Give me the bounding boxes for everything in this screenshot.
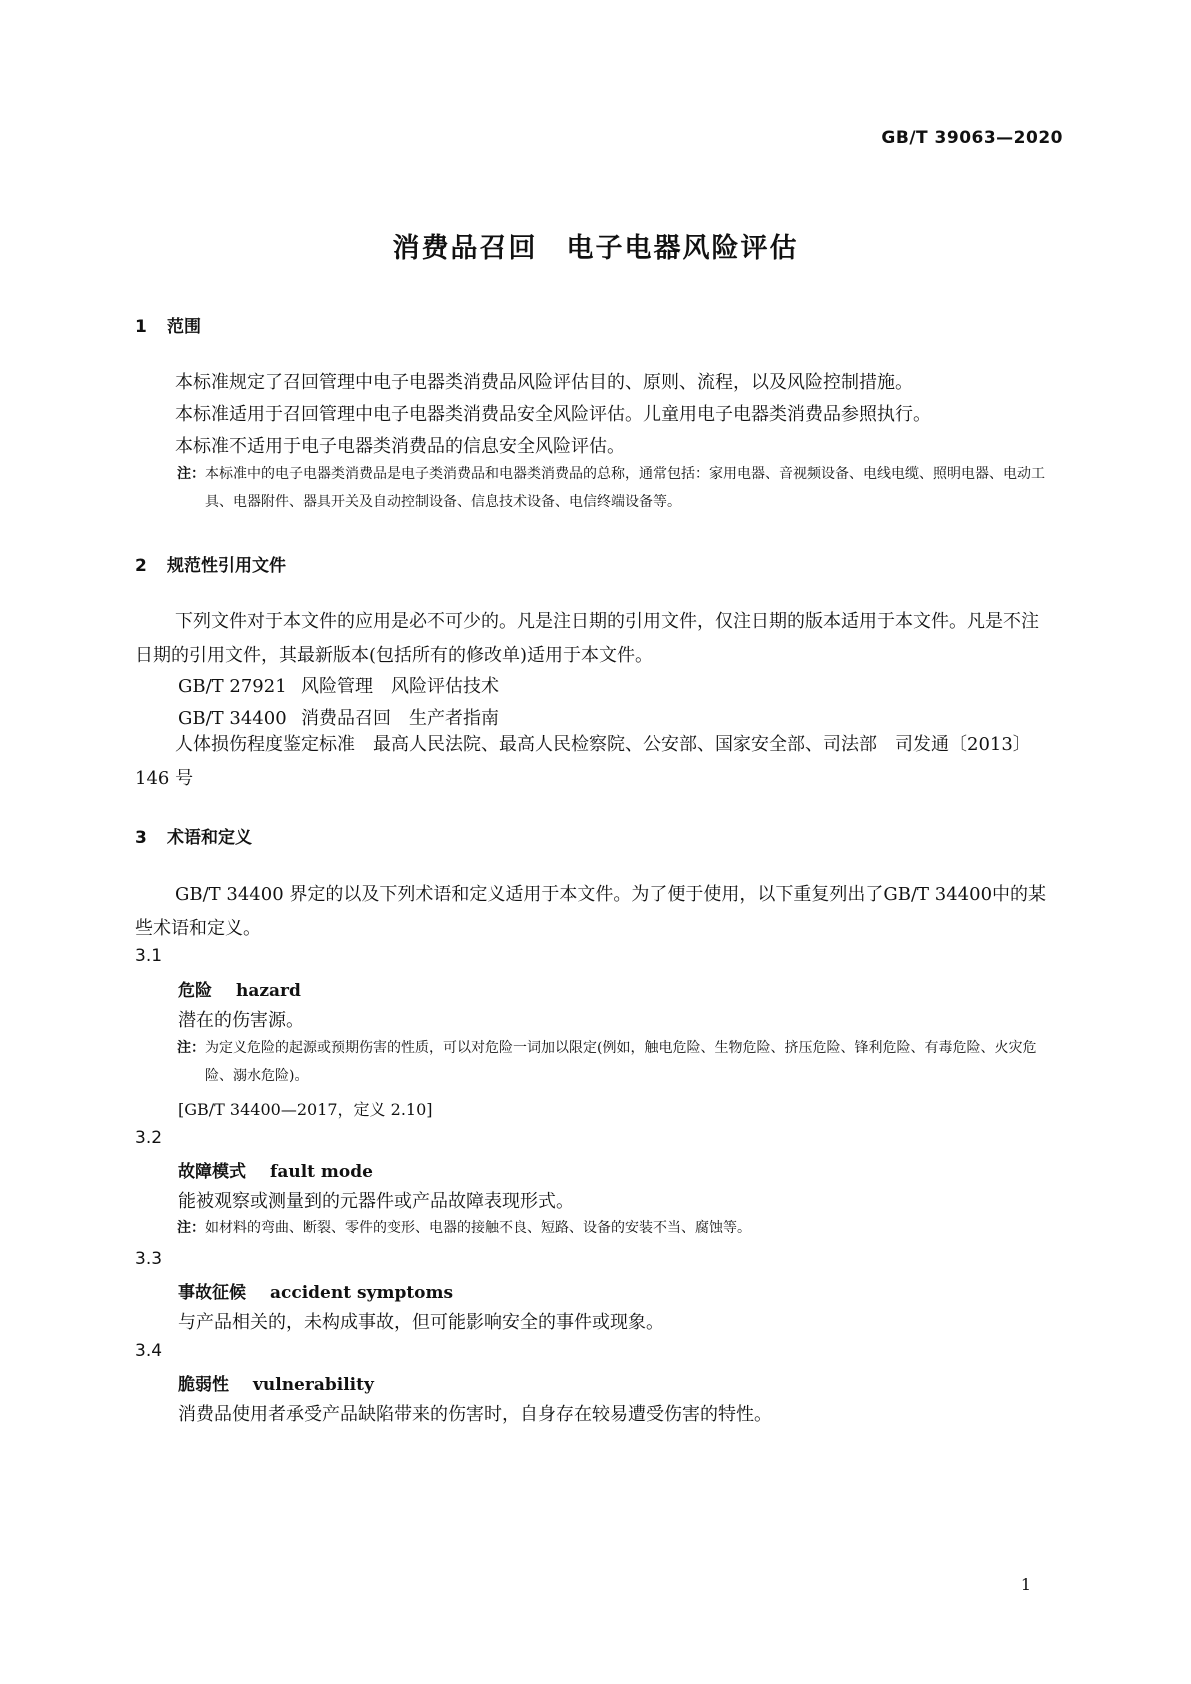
normative-references-intro: 下列文件对于本文件的应用是必不可少的。凡是注日期的引用文件，仅注日期的版本适用于本文件。凡是不注日期的引用文件，其最新版本(包括所有的修改单)适用于本文件。 bbox=[135, 611, 1039, 666]
section-number: 2 bbox=[135, 556, 147, 576]
note-label: 注： bbox=[177, 1220, 205, 1236]
section-number: 3 bbox=[135, 828, 147, 848]
document-code: GB/T 39063—2020 bbox=[881, 128, 1063, 148]
section-title: 规范性引用文件 bbox=[167, 556, 286, 576]
reference-title: 消费品召回 生产者指南 bbox=[301, 708, 499, 729]
term-heading bbox=[178, 1278, 453, 1303]
note-text: 本标准中的电子电器类消费品是电子类消费品和电器类消费品的总称，通常包括：家用电器、音视频设备、电线电缆、照明电器、电动工具、电器附件、器具开关及自动控制设备、信息技术设备、电信终端设备等。 bbox=[205, 466, 1045, 510]
term-en: vulnerability bbox=[253, 1375, 374, 1395]
term-number: 3.3 bbox=[135, 1249, 163, 1269]
section-number: 1 bbox=[135, 317, 147, 337]
term-definition: 与产品相关的，未构成事故，但可能影响安全的事件或现象。 bbox=[178, 1312, 664, 1333]
term-en: hazard bbox=[236, 981, 301, 1001]
scope-paragraph-1: 本标准规定了召回管理中电子电器类消费品风险评估目的、原则、流程，以及风险控制措施。 bbox=[175, 372, 913, 393]
term-en: fault mode bbox=[270, 1162, 373, 1182]
term-definition: 能被观察或测量到的元器件或产品故障表现形式。 bbox=[178, 1191, 574, 1212]
page-number: 1 bbox=[1020, 1575, 1031, 1594]
term-number: 3.4 bbox=[135, 1341, 163, 1361]
reference-item bbox=[178, 672, 499, 698]
reference-title: 风险管理 风险评估技术 bbox=[301, 676, 499, 697]
term-note bbox=[177, 1034, 1062, 1090]
reference-code: GB/T 27921 bbox=[178, 676, 287, 697]
section-1-heading bbox=[135, 312, 201, 337]
section-title: 范围 bbox=[167, 317, 201, 337]
scope-paragraph-2: 本标准适用于召回管理中电子电器类消费品安全风险评估。儿童用电子电器类消费品参照执行。 bbox=[175, 404, 931, 425]
term-en: accident symptoms bbox=[270, 1283, 454, 1303]
document-title: 消费品召回 电子电器风险评估 bbox=[392, 233, 799, 264]
section-3-heading bbox=[135, 823, 252, 848]
note-text: 为定义危险的起源或预期伤害的性质，可以对危险一词加以限定(例如，触电危险、生物危险、挤压危险、锋利危险、有毒危险、火灾危险、溺水危险)。 bbox=[205, 1040, 1037, 1084]
term-heading bbox=[178, 1157, 373, 1182]
term-heading bbox=[178, 976, 301, 1001]
term-zh: 事故征候 bbox=[178, 1283, 246, 1303]
scope-note bbox=[177, 460, 1062, 516]
scope-paragraph-3: 本标准不适用于电子电器类消费品的信息安全风险评估。 bbox=[175, 436, 625, 457]
term-number: 3.1 bbox=[135, 946, 163, 966]
section-title: 术语和定义 bbox=[167, 828, 252, 848]
note-text: 如材料的弯曲、断裂、零件的变形、电器的接触不良、短路、设备的安装不当、腐蚀等。 bbox=[205, 1220, 751, 1236]
terms-intro: GB/T 34400 界定的以及下列术语和定义适用于本文件。为了便于使用，以下重复列出了GB/T 34400中的某些术语和定义。 bbox=[135, 884, 1047, 939]
term-heading bbox=[178, 1370, 374, 1395]
term-source: [GB/T 34400—2017，定义 2.10] bbox=[178, 1100, 433, 1119]
note-label: 注： bbox=[177, 1040, 205, 1056]
reference-item bbox=[178, 704, 499, 730]
term-zh: 脆弱性 bbox=[178, 1375, 229, 1395]
reference-item-extra: 人体损伤程度鉴定标准 最高人民法院、最高人民检察院、公安部、国家安全部、司法部 司发通〔2013〕146 号 bbox=[135, 734, 1031, 789]
note-label: 注： bbox=[177, 466, 205, 482]
term-note bbox=[177, 1214, 1062, 1242]
term-zh: 危险 bbox=[178, 981, 212, 1001]
term-number: 3.2 bbox=[135, 1128, 163, 1148]
term-zh: 故障模式 bbox=[178, 1162, 246, 1182]
term-definition: 消费品使用者承受产品缺陷带来的伤害时，自身存在较易遭受伤害的特性。 bbox=[178, 1404, 772, 1425]
reference-code: GB/T 34400 bbox=[178, 708, 287, 729]
term-definition: 潜在的伤害源。 bbox=[178, 1010, 304, 1031]
section-2-heading bbox=[135, 551, 286, 576]
